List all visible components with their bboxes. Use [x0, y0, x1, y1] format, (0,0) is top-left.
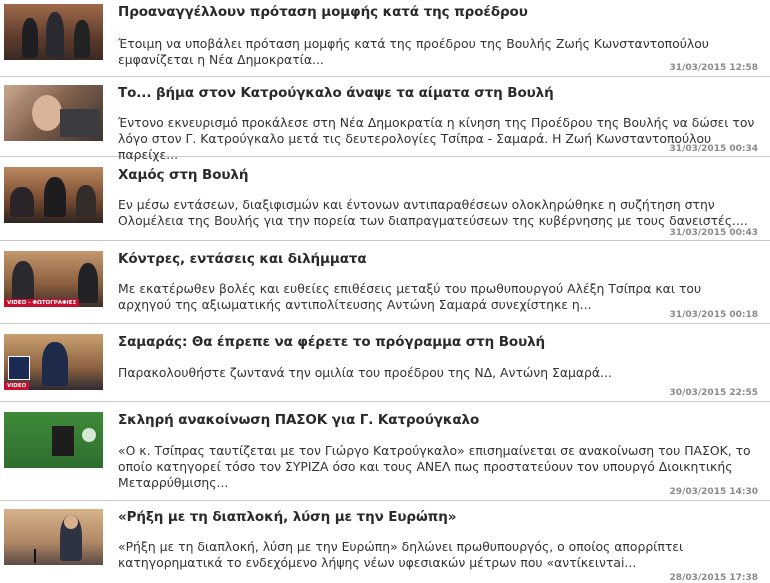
article-summary: Έντονο εκνευρισμό προκάλεσε στη Νέα Δημοκρατία η κίνηση της Προέδρου της Βουλής να δώσει τον λόγο στον Γ. Κατρούγκαλο μετά τις δευτερολογίες Τσίπρα - Σαμαρά. Η Ζωή Κωνσταντοπούλου παρείχε... — [118, 115, 755, 162]
article-title[interactable]: Προαναγγέλλουν πρόταση μομφής κατά της προέδρου — [118, 4, 528, 20]
article-summary: Παρακολουθήστε ζωντανά την ομιλία του προέδρου της ΝΔ, Αντώνη Σαμαρά... — [118, 365, 612, 380]
article-summary: «Ο κ. Τσίπρας ταυτίζεται με τον Γιώργο Κατρούγκαλο» επισημαίνεται σε ανακοίνωση του ΠΑΣΟΚ, το οποίο κατηγορεί τόσο τον ΣΥΡΙΖΑ όσο και τους ΑΝΕΛ πως προστατεύουν τον υπουργό Διοικητικής Μεταρρύθμισης... — [118, 443, 751, 490]
video-photo-icon[interactable] — [4, 334, 103, 390]
pm-speech-photo-icon[interactable] — [4, 509, 103, 565]
article-title[interactable]: Σκληρή ανακοίνωση ΠΑΣΟΚ για Γ. Κατρούγκαλο — [118, 412, 480, 428]
article-date: 31/03/2015 00:34 — [669, 144, 758, 154]
article-title[interactable]: Το... βήμα στον Κατρούγκαλο άναψε τα αίματα στη Βουλή — [118, 85, 554, 101]
chamber-photo-icon[interactable] — [4, 167, 103, 223]
video-photo-icon[interactable] — [4, 251, 103, 307]
list-item[interactable] — [0, 324, 770, 402]
list-item[interactable] — [0, 402, 770, 501]
parliament-photo-icon[interactable] — [4, 4, 103, 60]
list-item[interactable] — [0, 77, 770, 162]
article-summary: Με εκατέρωθεν βολές και ευθείες επιθέσεις μεταξύ του πρωθυπουργού Αλέξη Τσίπρα και του αρχηγού της αξιωματικής αντιπολίτευσης Αντώνη Σαμαρά συνεχίστηκε η... — [118, 281, 702, 312]
article-title[interactable]: Σαμαράς: Θα έπρεπε να φέρετε το πρόγραμμα στη Βουλή — [118, 334, 546, 350]
speaker-photo-icon[interactable] — [4, 85, 103, 141]
list-item[interactable] — [0, 501, 770, 581]
article-title[interactable]: Κόντρες, εντάσεις και διλήμματα — [118, 251, 367, 267]
list-item[interactable] — [0, 241, 770, 324]
thumb-badge: VIDEO - ΦΩΤΟΓΡΑΦΙΕΣ — [4, 299, 79, 307]
article-title[interactable]: «Ρήξη με τη διαπλοκή, λύση με την Ευρώπη» — [118, 509, 457, 525]
article-date: 28/03/2015 17:38 — [669, 573, 758, 583]
article-date: 30/03/2015 22:55 — [669, 388, 758, 398]
party-podium-photo-icon[interactable] — [4, 412, 103, 468]
article-date: 31/03/2015 12:58 — [669, 63, 758, 73]
article-date: 31/03/2015 00:43 — [669, 228, 758, 238]
list-item[interactable] — [0, 157, 770, 241]
article-summary: Εν μέσω εντάσεων, διαξιφισμών και έντονων αντιπαραθέσεων ολοκληρώθηκε η συζήτηση στην Ολομέλεια της Βουλής για την πορεία των διαπραγματεύσεων της κυβέρνησης με τους δανειστές.... — [118, 197, 748, 228]
article-date: 29/03/2015 14:30 — [669, 487, 758, 497]
article-title[interactable]: Χαμός στη Βουλή — [118, 167, 249, 183]
article-date: 31/03/2015 00:18 — [669, 310, 758, 320]
thumb-badge: VIDEO — [4, 382, 29, 390]
article-summary: Έτοιμη να υποβάλει πρόταση μομφής κατά της προέδρου της Βουλής Ζωής Κωνσταντοπούλου εμφανίζεται η Νέα Δημοκρατία... — [118, 36, 709, 67]
article-summary: «Ρήξη με τη διαπλοκή, λύση με την Ευρώπη» δηλώνει πρωθυπουργός, ο οποίος απορρίπτει κατηγορηματικά το ενδεχόμενο λήψης νέων υφεσιακών μέτρων που «αντίκειντai... — [118, 539, 684, 570]
list-item[interactable] — [0, 0, 770, 77]
